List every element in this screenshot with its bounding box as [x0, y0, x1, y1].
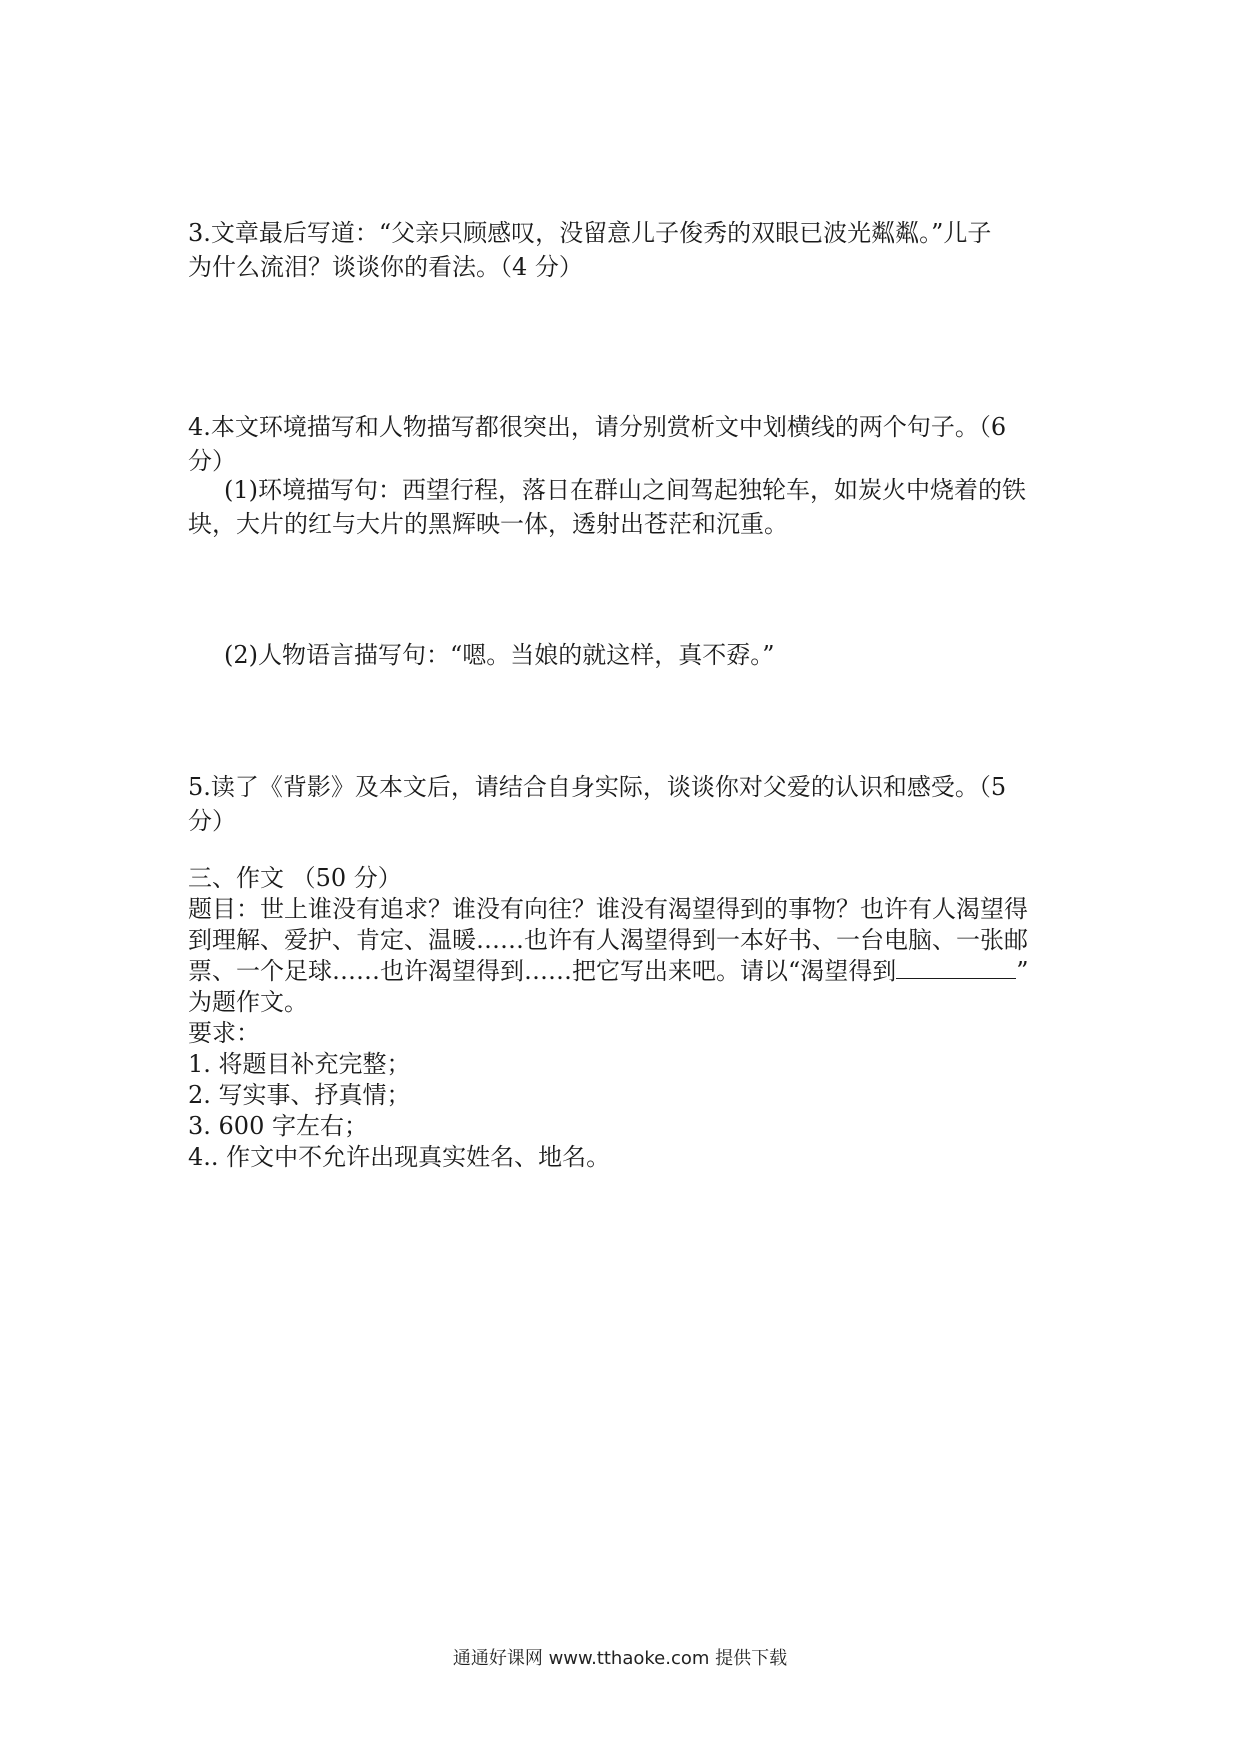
page-footer: 通通好课网 www.tthaoke.com 提供下载 [452, 1648, 788, 1669]
question-5 [188, 770, 1068, 838]
question-4-sentence-1 [188, 473, 1068, 541]
title-blank [896, 956, 1016, 979]
question-5-line-1: 5.读了《背影》及本文后，请结合自身实际，谈谈你对父爱的认识和感受。（5 [188, 773, 1007, 801]
essay-topic-line-3 [188, 956, 1068, 987]
question-3 [188, 216, 1068, 284]
question-3-line-1: 3.文章最后写道：“父亲只顾感叹，没留意儿子俊秀的双眼已波光粼粼。”儿子 [188, 219, 992, 247]
sentence-1-line-1: (1)环境描写句：西望行程，落日在群山之间驾起独轮车，如炭火中烧着的铁 [224, 476, 1026, 504]
question-5-line-2: 分） [188, 807, 236, 835]
requirement-1: 1. 将题目补充完整； [188, 1050, 411, 1078]
essay-topic-line-3-prefix: 票、一个足球……也许渴望得到……把它写出来吧。请以“渴望得到 [188, 957, 897, 985]
requirement-4: 4.. 作文中不允许出现真实姓名、地名。 [188, 1143, 611, 1171]
essay-heading: 三、作文 （50 分） [188, 864, 402, 892]
question-4-line-2: 分） [188, 447, 236, 475]
requirement-2: 2. 写实事、抒真情； [188, 1081, 411, 1109]
question-4-line-1: 4.本文环境描写和人物描写都很突出，请分别赏析文中划横线的两个句子。（6 [188, 413, 1007, 441]
essay-topic-line-2: 到理解、爱护、肯定、温暖……也许有人渴望得到一本好书、一台电脑、一张邮 [188, 926, 1028, 954]
requirements-label: 要求： [188, 1019, 260, 1047]
sentence-1-line-2: 块，大片的红与大片的黑辉映一体，透射出苍茫和沉重。 [188, 510, 788, 538]
essay-topic-line-3-suffix: ” [1016, 957, 1029, 985]
essay-topic-line-4: 为题作文。 [188, 988, 308, 1016]
sentence-2-line-1: (2)人物语言描写句：“嗯。当娘的就这样，真不孬。” [224, 641, 775, 669]
question-3-line-2: 为什么流泪？谈谈你的看法。（4 分） [188, 253, 583, 281]
essay-section [188, 863, 1068, 1173]
requirement-3: 3. 600 字左右； [188, 1112, 368, 1140]
essay-topic-line-1: 题目：世上谁没有追求？谁没有向往？谁没有渴望得到的事物？也许有人渴望得 [188, 895, 1028, 923]
question-4 [188, 410, 1068, 478]
question-4-sentence-2 [188, 638, 1068, 672]
